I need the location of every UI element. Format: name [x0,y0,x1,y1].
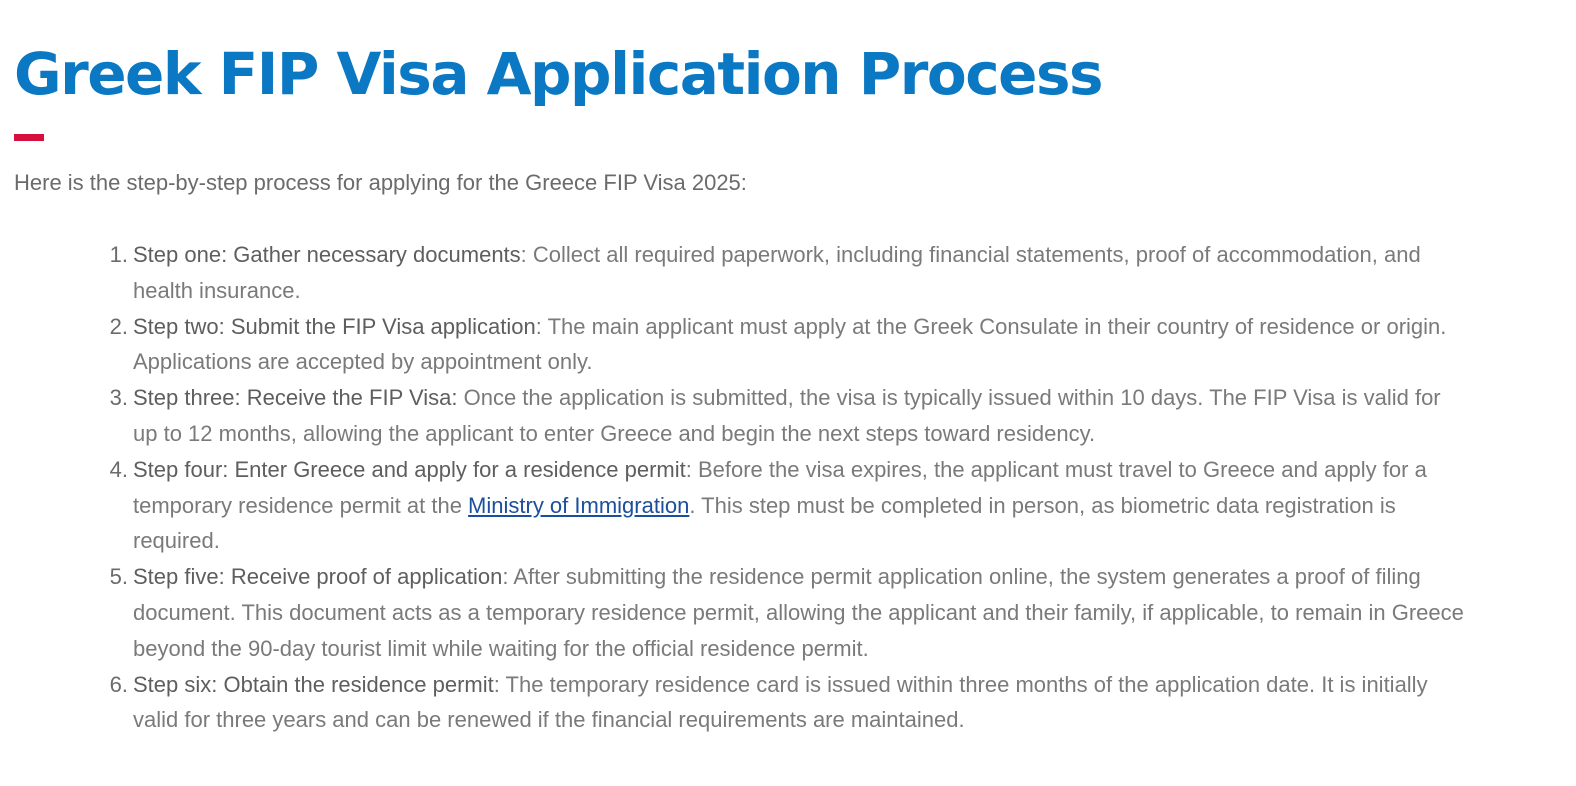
step-text-after-link: . This step must be completed in person, as biometric data registration is required. [133,492,1396,554]
step-title: Step five: Receive proof of application [133,564,503,590]
step-text: : After submitting the residence permit application online, the system generates a proof of filing document. This document acts as a temporary residence permit, allowing the applicant and their family, if applicable, to remain in Greece beyond the 90-day tourist limit while waiting for the official residence permit. [133,564,1464,661]
step-number: 5. [109,564,128,590]
list-item [106,380,1466,452]
list-item [106,667,1466,739]
step-number: 1. [109,242,128,267]
page-title: Greek FIP Visa Application Process [14,40,1103,108]
title-accent-bar [14,134,44,141]
step-title: Step six: Obtain the residence permit [133,671,494,697]
list-item [106,237,1466,309]
step-title: Step three: Receive the FIP Visa: [133,385,458,411]
step-title: Step four: Enter Greece and apply for a residence permit [133,456,686,482]
step-text-before-link: : Before the visa expires, the applicant must travel to Greece and apply for a temporary residence permit at the [133,456,1427,518]
list-item [106,559,1466,666]
step-text: : The temporary residence card is issued within three months of the application date. It is initially valid for three years and can be renewed if the financial requirements are maintained. [133,671,1428,733]
step-text: : Collect all required paperwork, including financial statements, proof of accommodation, and health insurance. [133,242,1421,303]
list-item [106,309,1466,381]
step-title: Step two: Submit the FIP Visa application [133,313,536,339]
step-title: Step one: Gather necessary documents [133,242,521,267]
step-number: 2. [109,313,128,339]
step-text: Once the application is submitted, the visa is typically issued within 10 days. The FIP Visa is valid for up to 12 months, allowing the applicant to enter Greece and begin the next steps toward residency. [133,385,1441,446]
step-number: 6. [109,671,128,697]
step-text: : The main applicant must apply at the Greek Consulate in their country of residence or origin. Applications are accepted by appointment only. [133,313,1447,375]
step-number: 4. [109,456,128,482]
step-number: 3. [109,385,128,411]
steps-list [106,237,1466,738]
ministry-of-immigration-link[interactable]: Ministry of Immigration [468,492,690,518]
list-item [106,452,1466,559]
intro-paragraph: Here is the step-by-step process for applying for the Greece FIP Visa 2025: [14,170,747,195]
